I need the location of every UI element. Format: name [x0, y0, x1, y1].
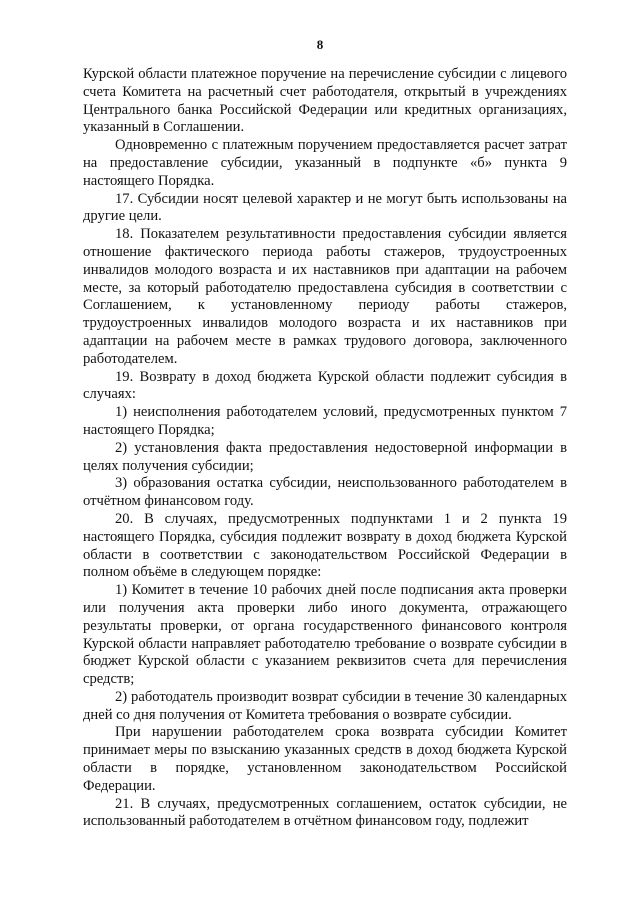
paragraph-18: 18. Показателем результативности предоставления субсидии является отношение фактического периода работы стажеров, трудоустроенных инвалидов молодого возраста и их наставников при адаптации на рабочем месте, за который работодателю предоставлена субсидия в соответствии с Соглашением, к установленному периоду работы стажеров, трудоустроенных инвалидов молодого возраста и их наставников при адаптации на рабочем месте в рамках трудового договора, заключенного работодателем.	[83, 226, 567, 367]
paragraph-20-item-2: 2) работодатель производит возврат субсидии в течение 30 календарных дней со дня получения от Комитета требования о возврате субсидии.	[83, 688, 567, 723]
paragraph-17: 17. Субсидии носят целевой характер и не могут быть использованы на другие цели.	[83, 190, 567, 225]
paragraph-19-item-1: 1) неисполнения работодателем условий, предусмотренных пунктом 7 настоящего Порядка;	[83, 404, 567, 438]
document-body	[83, 66, 567, 831]
paragraph-payment-calc: Одновременно с платежным поручением предоставляется расчет затрат на предоставление субсидии, указанный в подпункте «б» пункта 9 настоящего Порядка.	[83, 137, 567, 189]
paragraph-21: 21. В случаях, предусмотренных соглашением, остаток субсидии, не использованный работодателем в отчётном финансовом году, подлежит	[83, 795, 567, 830]
paragraph-20-item-1: 1) Комитет в течение 10 рабочих дней после подписания акта проверки или получения акта проверки либо иного документа, отражающего результаты проверки, от органа государственного финансового контроля Курской области направляет работодателю требование о возврате субсидии в бюджет Курской области с указанием реквизитов счета для перечисления средств;	[83, 582, 567, 688]
paragraph-19-item-2: 2) установления факта предоставления недостоверной информации в целях получения субсидии;	[83, 439, 567, 474]
paragraph-violation: При нарушении работодателем срока возврата субсидии Комитет принимает меры по взысканию указанных средств в доход бюджета Курской области в порядке, установленном законодательством Российской Федерации.	[83, 724, 567, 794]
paragraph-19: 19. Возврату в доход бюджета Курской области подлежит субсидия в случаях:	[83, 368, 567, 403]
paragraph-continuation: Курской области платежное поручение на перечисление субсидии с лицевого счета Комитета на расчетный счет работодателя, открытый в учреждениях Центрального банка Российской Федерации или кредитных организациях, указанный в Соглашении.	[83, 66, 567, 136]
page-number: 8	[316, 37, 324, 52]
paragraph-20: 20. В случаях, предусмотренных подпунктами 1 и 2 пункта 19 настоящего Порядка, субсидия подлежит возврату в доход бюджета Курской области в соответствии с законодательством Российской Федерации в полном объёме в следующем порядке:	[83, 510, 567, 581]
paragraph-19-item-3: 3) образования остатка субсидии, неиспользованного работодателем в отчётном финансовом году.	[83, 475, 567, 510]
